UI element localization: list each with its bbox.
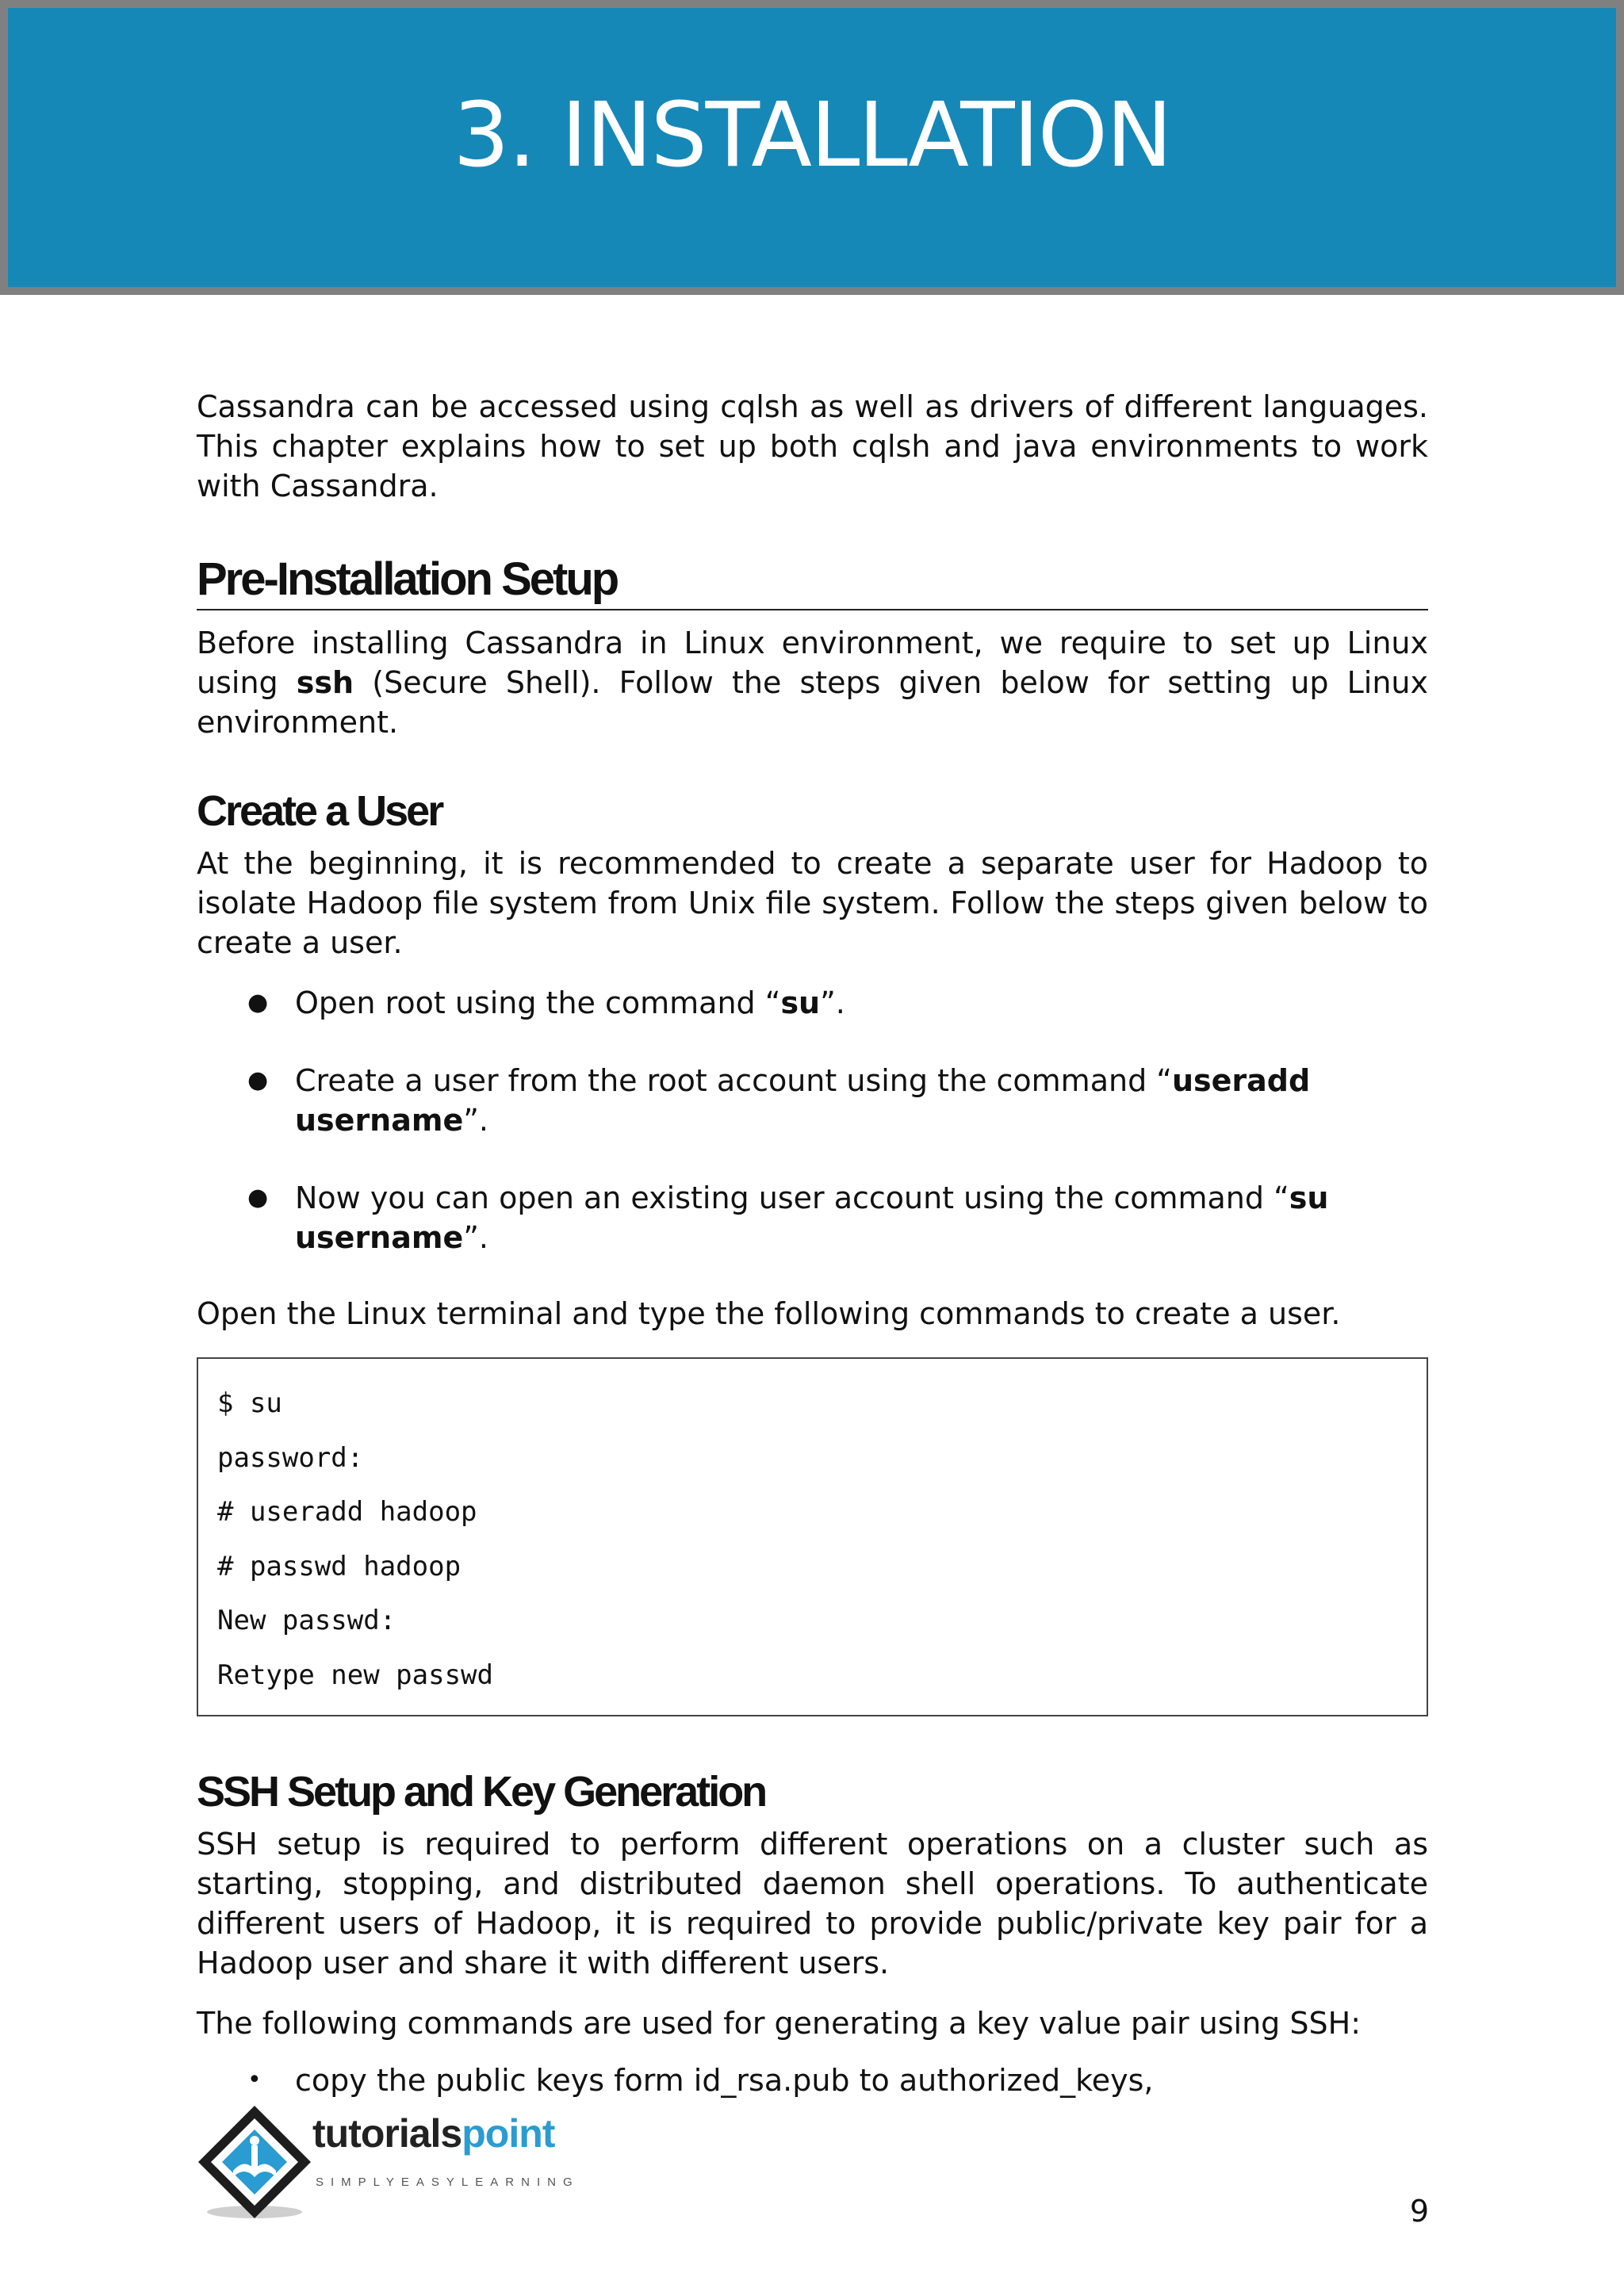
list-item: • copy the public keys form id_rsa.pub to authorized_keys, xyxy=(197,2061,1428,2100)
bullet-icon: ● xyxy=(247,1066,269,1094)
bullet-icon: ● xyxy=(247,1184,269,1211)
ssh-setup-paragraph: SSH setup is required to perform different operations on a cluster such as starting, stopping, and distributed daemon shell operations. To authenticate different users of Hadoop, it is required to provide public/private key pair for a Hadoop user and share it with different users. xyxy=(197,1827,1428,1980)
intro-paragraph: Cassandra can be accessed using cqlsh as well as drivers of different languages. This chapter explains how to set up both cqlsh and java environments to work with Cassandra. xyxy=(197,389,1428,503)
page-number: 9 xyxy=(1409,2194,1429,2229)
code-line: Retype new passwd xyxy=(217,1659,493,1691)
create-user-heading: Create a User xyxy=(197,787,442,835)
bullet-icon: ● xyxy=(247,989,269,1016)
chapter-title: 3. INSTALLATION xyxy=(453,84,1171,187)
key-generation-paragraph: The following commands are used for generating a key value pair using SSH: xyxy=(197,2006,1361,2041)
code-line: # passwd hadoop xyxy=(217,1550,462,1582)
ssh-steps xyxy=(197,2061,1428,2100)
chapter-banner xyxy=(0,0,1624,295)
code-line: password: xyxy=(217,1441,364,1474)
logo-emblem-icon xyxy=(195,2103,314,2221)
bullet-icon: • xyxy=(247,2066,262,2094)
logo-tagline: SIMPLYEASYLEARNING xyxy=(316,2175,580,2189)
create-user-paragraph: At the beginning, it is recommended to create a separate user for Hadoop to isolate Hadoop file system from Unix file system. Follow the steps given below to create a user. xyxy=(197,846,1428,960)
code-line: # useradd hadoop xyxy=(217,1496,477,1528)
logo-wordmark: tutorialspoint xyxy=(312,2111,555,2156)
list-item: ● Open root using the command “su”. xyxy=(197,983,1428,1023)
page-content xyxy=(197,387,1428,2100)
tutorialspoint-logo xyxy=(195,2103,607,2221)
list-item: ● Create a user from the root account using the command “useradd username”. xyxy=(197,1061,1428,1140)
ssh-bold: ssh xyxy=(296,665,354,700)
code-line: New passwd: xyxy=(217,1605,396,1636)
code-block xyxy=(197,1357,1428,1716)
pre-installation-heading: Pre-Installation Setup xyxy=(197,552,1428,610)
create-user-steps xyxy=(197,983,1428,1257)
pre-installation-paragraph: Before installing Cassandra in Linux environment, we require to set up Linux using ssh (Secure Shell). Follow the steps given below for setting up Linux environment. xyxy=(197,626,1428,740)
terminal-intro-paragraph: Open the Linux terminal and type the following commands to create a user. xyxy=(197,1296,1341,1331)
code-line: $ su xyxy=(217,1387,282,1419)
list-item: ● Now you can open an existing user account using the command “su username”. xyxy=(197,1178,1428,1257)
ssh-setup-heading: SSH Setup and Key Generation xyxy=(197,1768,766,1816)
